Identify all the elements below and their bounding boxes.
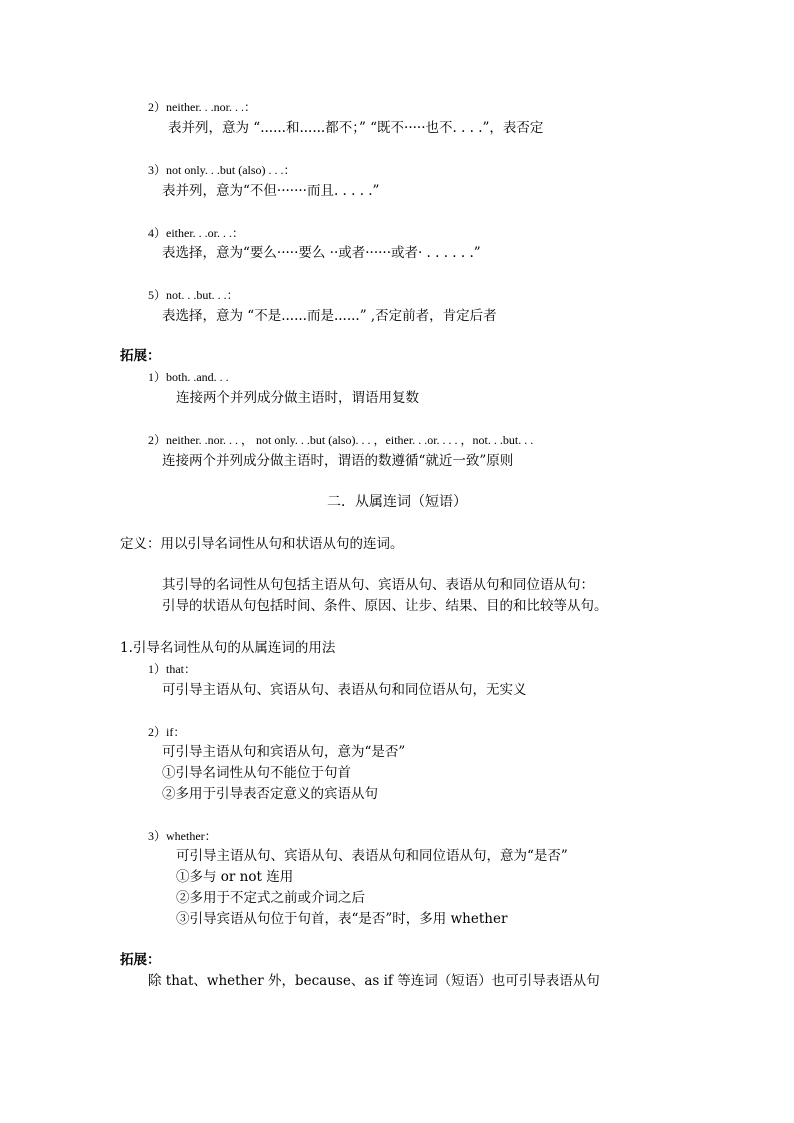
that-title: 1）that： bbox=[148, 662, 196, 676]
item-4-title: 4）either. . .or. . .： bbox=[148, 226, 244, 240]
whether-point-1: ①多与 or not 连用 bbox=[176, 869, 294, 885]
item-3-title: 3）not only. . .but (also) . . .： bbox=[148, 163, 296, 177]
paragraph-line-1: 其引导的名词性从句包括主语从句、宾语从句、表语从句和同位语从句： bbox=[162, 577, 594, 593]
item-3-desc: 表并列，意为“不但·······而且. . . . .” bbox=[162, 183, 380, 199]
if-point-2: ②多用于引导表否定意义的宾语从句 bbox=[162, 786, 378, 802]
if-desc: 可引导主语从句和宾语从句，意为“是否” bbox=[162, 744, 406, 760]
section-heading: 二．从属连词（短语） bbox=[327, 494, 467, 510]
paragraph-line-2: 引导的状语从句包括时间、条件、原因、让步、结果、目的和比较等从句。 bbox=[162, 598, 608, 614]
extension-heading-1: 拓展： bbox=[120, 348, 161, 364]
extension-2-desc: 除 that、whether 外，because、as if 等连词（短语）也可引导表语从句 bbox=[148, 973, 600, 989]
definition: 定义：用以引导名词性从句和状语从句的连词。 bbox=[120, 536, 404, 552]
ext-item-2-title: 2）neither. .nor. . . ， not only. . .but (also). . . ，either. . .or. . . . ，not. . .but. . . bbox=[148, 433, 534, 447]
if-point-1: ①引导名词性从句不能位于句首 bbox=[162, 765, 351, 781]
ext-item-2-desc: 连接两个并列成分做主语时，谓语的数遵循“就近一致”原则 bbox=[162, 453, 514, 469]
whether-point-2: ②多用于不定式之前或介词之后 bbox=[176, 890, 365, 906]
item-5-title: 5）not. . .but. . .： bbox=[148, 288, 239, 302]
that-desc: 可引导主语从句、宾语从句、表语从句和同位语从句，无实义 bbox=[162, 682, 527, 698]
subsection-heading: 1.引导名词性从句的从属连词的用法 bbox=[120, 640, 336, 656]
ext-item-1-title: 1）both. .and. . . bbox=[148, 370, 229, 384]
whether-title: 3）whether： bbox=[148, 829, 217, 843]
item-2-title: 2）neither. . .nor. . .： bbox=[148, 100, 256, 114]
item-5-desc: 表选择，意为 “不是......而是......” ,否定前者，肯定后者 bbox=[162, 308, 497, 324]
item-4-desc: 表选择，意为“要么·····要么 ··或者······或者· . . . . . .” bbox=[162, 245, 481, 261]
ext-item-1-desc: 连接两个并列成分做主语时，谓语用复数 bbox=[176, 390, 419, 406]
whether-point-3: ③引导宾语从句位于句首，表“是否”时，多用 whether bbox=[176, 911, 508, 927]
whether-desc: 可引导主语从句、宾语从句、表语从句和同位语从句，意为“是否” bbox=[176, 848, 568, 864]
if-title: 2）if： bbox=[148, 725, 186, 739]
item-2-desc: 表并列，意为 “......和......都不；” “既不·····也不. . . .”，表否定 bbox=[168, 120, 544, 136]
extension-heading-2: 拓展： bbox=[120, 952, 161, 968]
